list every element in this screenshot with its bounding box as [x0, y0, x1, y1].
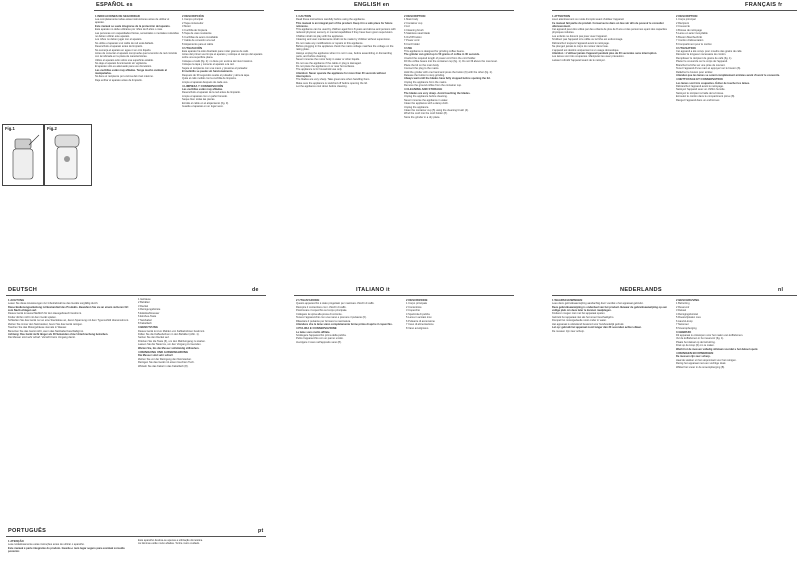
- nl-text: Vul de koffiebonen in het reservoir (fig. 1).: [676, 337, 725, 341]
- es-text: Desenchufe el aparato antes de limpiarlo.: [95, 45, 143, 49]
- nl-section-title: 4 REINIGEN EN OPBERGEN: [676, 350, 714, 355]
- es-text: Después de 30 segundos suelte el pulsador y abra la tapa.: [182, 73, 250, 77]
- fr-desc-item: 1 Corps principal: [676, 18, 696, 22]
- en-text: Unplug the appliance.: [404, 105, 430, 109]
- de-desc-item: 4 Reinigungsbürste: [138, 308, 161, 312]
- de-text: Dieses Gerät ist zum Mahlen von Kaffeebohnen bestimmt.: [138, 329, 205, 333]
- de-text: Setzen Sie den Deckel auf.: [138, 336, 170, 340]
- header-en: [354, 2, 389, 8]
- figure-2: [44, 124, 92, 186]
- header-nl-code: [778, 287, 783, 293]
- it-text: Posizionare il coperchio sul corpo principale.: [296, 309, 348, 313]
- fr-text: Enroulez le cordon dans le compartiment prévu (8).: [676, 95, 735, 99]
- it-text: Tenere l'apparecchio con una mano e premere il pulsante (6).: [296, 316, 367, 320]
- nl-desc-item: 6 Aan/uit-knop: [676, 319, 693, 323]
- it-section-title: 2 DESCRIZIONE: [406, 298, 428, 302]
- nl-text: Let op: gebruik het apparaat nooit langer dan 30 seconden achter elkaar.: [552, 326, 642, 330]
- nl-text: Lees deze gebruiksaanwijzing aandachtig door voordat u het apparaat gebruikt.: [552, 302, 644, 306]
- de-text: Diese Bedienungsanleitung ist Bestandteil des Produkts. Bewahren Sie sie an einem sicheren Ort zum Nachschlagen auf.: [8, 305, 129, 312]
- it-text: Questo apparecchio è stato progettato per macinare chicchi di caffè.: [296, 302, 375, 306]
- pt-text: Este manual é parte integrante do produto. Guarde-o num lugar seguro para eventual consulta posterior.: [8, 546, 125, 553]
- en-section-title: 2 DESCRIPTION: [404, 14, 426, 18]
- es-text: Coloque la tapa y conecte el aparato a la red.: [182, 63, 235, 67]
- fr-text: Ce manuel fait partie du produit. Conservez-le dans un lieu sûr afin de pouvoir le consulter ultérieurement.: [552, 21, 664, 28]
- de-text: Benutzen Sie das Gerät nicht, wenn das Netzkabel beschädigt ist.: [8, 329, 84, 333]
- grinder-illustration-2: [45, 125, 91, 185]
- fr-desc-item: 4 Brosse de nettoyage: [676, 28, 702, 32]
- es-text: Las personas con capacidades físicas, sensoriales o mentales reducidas no deben utilizar este aparato.: [95, 31, 179, 38]
- nl-section-title: 3 GEBRUIK: [676, 329, 692, 334]
- en-text: Clean the container cup (5) using the cleaning brush (4).: [404, 109, 469, 113]
- figure-1: [2, 124, 44, 186]
- es-text: Deje enfriar el aparato antes de limpiarlo.: [95, 78, 143, 82]
- fr-text: N'utilisez pas l'appareil si le câble ou la fiche est endommagé.: [552, 38, 624, 42]
- en-text: Unplug the appliance from the mains.: [404, 80, 447, 84]
- es-desc-item: 4 Cuchilla de limpieza: [182, 28, 208, 32]
- en-column-1: [296, 14, 398, 284]
- de-text: Die Messer sind sehr scharf. Vorsicht beim Umgang damit.: [8, 336, 76, 340]
- en-text: Unwind the required length of power cord from the cord holder.: [404, 56, 476, 60]
- es-text: Limpie el aparato después de cada uso.: [182, 80, 228, 84]
- es-column-2: [182, 14, 266, 284]
- nl-text: Gebruik het apparaat niet als het snoer beschadigd is.: [552, 315, 615, 319]
- grinder-illustration-1: [3, 125, 43, 185]
- es-text: Las cuchillas están muy afiladas. Tenga mucho cuidado al manipularlas.: [95, 68, 167, 75]
- en-desc-item: 6 On/Off button: [404, 35, 422, 39]
- fr-text: Remplissez le récipient de grains de café (fig. 1).: [676, 56, 733, 60]
- fr-desc-item: 3 Couvercle: [676, 25, 690, 29]
- fr-column-1: [552, 14, 670, 284]
- es-section-title: 1 INDICACIONES DE SEGURIDAD: [95, 14, 140, 18]
- fr-section-title: 2 DESCRIPTION: [676, 14, 698, 18]
- es-section-title: 3 UTILIZACIÓN: [182, 45, 203, 50]
- header-nl: [620, 287, 662, 293]
- fr-text: Déroulez la longueur nécessaire de cordon.: [676, 53, 727, 57]
- header-de-code-label: de: [252, 287, 259, 293]
- it-desc-item: 3 Coperchio: [406, 309, 420, 313]
- pt-text: Leia cuidadosamente estas instruções antes de utilizar o aparelho.: [8, 543, 85, 547]
- pt-column-1: [8, 539, 132, 563]
- en-text: Always wait until the blades have fully stopped before opening the lid.: [404, 77, 491, 81]
- en-text: The blades are very sharp. Avoid touching the blades.: [404, 91, 471, 95]
- de-text: Wickeln Sie das Kabel in das Kabelfach (8).: [138, 364, 189, 368]
- de-desc-item: 2 Behälter: [138, 301, 150, 305]
- fr-text: Débranchez l'appareil avant le nettoyage.: [676, 84, 724, 88]
- nl-desc-item: 8 Snoeropberging: [676, 326, 697, 330]
- fr-text: Placez le couvercle sur le corps de l'appareil.: [676, 60, 728, 64]
- en-text: The appliance is for household use only.: [296, 68, 343, 72]
- fr-text: Attendez que les lames se soient complètement arrêtées avant d'ouvrir le couvercle.: [676, 74, 780, 78]
- de-desc-item: 1 Gehäuse: [138, 298, 151, 301]
- es-text: Los niños no deben jugar con el aparato.: [95, 38, 143, 42]
- header-pt-code: [258, 528, 264, 534]
- it-desc-item: 5 Lama in acciaio inox: [406, 316, 432, 320]
- fr-text: Cet appareil peut être utilisé par des enfants de plus de 8 ans et des personnes ayant des capacités physiques réduites.: [552, 28, 667, 35]
- divider: [94, 10, 264, 11]
- en-text: Never immerse the appliance in water.: [404, 98, 449, 102]
- es-desc-item: 1 Campo principal: [182, 18, 203, 22]
- en-text: The blades are very sharp. Take great care when handling them.: [296, 78, 371, 82]
- de-text: Dieses Gerät ist ausschließlich für den Hausgebrauch bestimmt.: [8, 312, 82, 316]
- nl-column-2: [676, 298, 798, 528]
- fr-section-title: 4 NETTOYAGE ET CONSERVATION: [676, 77, 723, 82]
- en-column-2: [404, 14, 514, 284]
- en-text: Hold the grinder with one hand and press the button (6) with the other (fig. 2).: [404, 70, 493, 74]
- en-text: Always unplug the appliance when it is not in use, before assembling or dismantling parts, and before cleaning.: [296, 51, 392, 58]
- en-text: Never immerse the motor body in water or other liquids.: [296, 58, 360, 62]
- it-section-title: 2 UTILIZZAZIONE: [296, 298, 320, 302]
- en-text: Attention: Never operate the appliance for more than 30 seconds without interruption.: [296, 71, 386, 78]
- es-text: Guarde el aparato en un lugar seco.: [182, 105, 224, 109]
- fr-text: Cet appareil a été conçu pour moudre des grains de café.: [676, 49, 743, 53]
- header-de-label: DEUTSCH: [8, 287, 38, 293]
- divider: [6, 536, 266, 537]
- en-section-title: 3 USE: [404, 45, 413, 50]
- de-section-title: 1 ACHTUNG: [8, 298, 25, 302]
- figure-1-caption: Fig.1: [5, 126, 15, 131]
- en-text: Read these instructions carefully before using the appliance.: [296, 18, 366, 22]
- es-desc-item: 2 Tapa contenedor: [182, 21, 204, 25]
- fr-text: Tenez l'appareil d'une main et appuyez sur le bouton (6).: [676, 67, 742, 71]
- nl-text: Kinderen mogen niet met het apparaat spelen.: [552, 312, 606, 316]
- nl-section-title: 1 WAARSCHUWINGEN: [552, 298, 583, 302]
- fr-text: Les lames sont très coupantes. Évitez de toucher les lames.: [676, 81, 750, 85]
- es-text: Las cuchillas están muy afiladas.: [182, 88, 223, 92]
- de-text: Kinder dürfen nicht mit dem Gerät spielen.: [8, 315, 57, 319]
- en-section-title: 1 CAUTION: [296, 14, 312, 18]
- en-text: Unplug the appliance before cleaning.: [404, 95, 448, 99]
- en-desc-item: 4 Cleaning brush: [404, 28, 424, 32]
- en-desc-item: 5 Stainless steel blade: [404, 32, 430, 36]
- header-pt: [8, 528, 46, 534]
- header-es-label: ESPAÑOL: [96, 2, 125, 8]
- it-desc-item: 1 Corpo principale: [406, 302, 428, 306]
- it-text: Rilasciare il pulsante per fermare la macinatura.: [296, 319, 351, 323]
- header-it-label: ITALIANO: [356, 287, 385, 293]
- header-de-code: [252, 287, 259, 293]
- es-text: Quite el café molido con la cuchilla de limpieza.: [182, 77, 237, 81]
- en-desc-item: 2 Container cup: [404, 21, 423, 25]
- divider: [6, 295, 266, 296]
- en-text: Before plugging in the appliance check the mains voltage matches the voltage on the rating plate.: [296, 45, 394, 52]
- nl-text: De messen zijn zeer scherp.: [552, 329, 585, 333]
- divider: [294, 10, 514, 11]
- es-text: No llene el recipiente por encima del nivel máximo.: [95, 75, 154, 79]
- de-text: Füllen Sie die Kaffeebohnen in den Behälter (Abb. 1).: [138, 332, 200, 336]
- de-column-1: [8, 298, 132, 528]
- header-es-code: es: [126, 2, 133, 8]
- en-text: This appliance can be used by children aged from 8 years and above and persons with reduced physical, sensory or mental capabilities if they have been given supervision.: [296, 28, 396, 35]
- nl-section-title: 2 BESCHRIJVING: [676, 298, 700, 302]
- en-text: Do not make any modifications or repairs to this appliance.: [296, 41, 364, 45]
- nl-text: Plaats het deksel op de behuizing.: [676, 340, 716, 344]
- es-text: El molinillo se puede sin funcionamiento.: [182, 70, 234, 74]
- de-column-2: [138, 298, 266, 528]
- fr-text: L'appareil est destiné uniquement à un usage domestique.: [552, 48, 620, 52]
- nl-text: De messen zijn zeer scherp.: [676, 355, 711, 359]
- nl-text: Dit apparaat is ontworpen voor het malen van koffiebonen.: [676, 333, 744, 337]
- de-text: Warten Sie, bis die Messer vollständig stillstehen.: [138, 346, 200, 350]
- es-text: No utilice el aparato si el cable de red está dañado.: [95, 41, 154, 45]
- en-text: Cleaning and user maintenance shall not be made by children without supervision.: [296, 38, 391, 42]
- en-text: Make sure the appliance is switched off before opening the lid.: [296, 81, 368, 85]
- es-desc-item: 7 Cable de conexión a la red: [182, 39, 216, 43]
- de-text: Ziehen Sie vor der Reinigung den Netzstecker.: [138, 357, 192, 361]
- header-it-code: it: [386, 287, 390, 293]
- es-text: El aparato sólo es adecuado para uso doméstico.: [95, 65, 152, 69]
- en-desc-item: 7 Power cord: [404, 39, 420, 43]
- it-desc-item: 4 Spazzola di pulizia: [406, 312, 430, 316]
- de-text: Achtung: Das Gerät nicht länger als 30 Sekunden ohne Unterbrechung betreiben.: [8, 332, 109, 336]
- fr-text: Débranchez toujours l'appareil avant le nettoyage.: [552, 41, 610, 45]
- fr-text: Relâchez le bouton pour arrêter.: [676, 70, 714, 74]
- en-text: This manual is an integral part of the product. Keep it in a safe place for future reference.: [296, 21, 393, 28]
- es-text: Este manual se suele integrarse de la protección del aparato.: [95, 24, 171, 28]
- es-text: Enrolle el cable en el alojamiento (fig. 3).: [182, 101, 229, 105]
- it-text: Pulire l'apparecchio con un panno umido.: [296, 337, 344, 341]
- fr-text: Nettoyez l'appareil avec un chiffon humide.: [676, 88, 726, 92]
- fr-text: Laissez refroidir l'appareil avant de le nettoyer.: [552, 58, 606, 62]
- nl-desc-item: 7 Netsnoer: [676, 323, 689, 327]
- de-text: Lassen Sie die Taste los, um den Vorgang zu beenden.: [138, 343, 202, 347]
- pt-column-2: [138, 539, 266, 563]
- de-text: Tauchen Sie das Motorgehäuse niemals in Wasser.: [8, 326, 67, 330]
- fr-desc-item: 2 Récipient: [676, 21, 689, 25]
- en-section-title: 4 CLEANING AND STORAGE: [404, 87, 443, 92]
- pt-section-title: 1 ATENÇÃO: [8, 539, 24, 543]
- pt-text: As lâminas estão muito afiadas. Tenha muito cuidado.: [138, 542, 200, 546]
- en-text: Connect the plug to the mains.: [404, 67, 440, 71]
- de-text: Ziehen Sie immer den Netzstecker, bevor Sie das Gerät reinigen.: [8, 322, 83, 326]
- header-pt-label: PORTUGUÊS: [8, 528, 47, 534]
- nl-desc-item: 1 Behuizing: [676, 302, 690, 306]
- nl-text: Reinig het apparaat met een vochtige doek.: [676, 362, 727, 366]
- header-en-label: ENGLISH: [354, 2, 381, 8]
- divider: [294, 295, 514, 296]
- nl-text: Haal de stekker uit het stopcontact voor het reinigen.: [676, 358, 737, 362]
- es-text: Coloque el café (fig. 2): no llene por encima del nivel máximo.: [182, 59, 253, 63]
- en-text: Fill the coffee beans into the container cup (fig. 1). Do not fill above the max level.: [404, 60, 498, 64]
- fr-text: Lisez attentivement ce mode d'emploi avant d'utiliser l'appareil.: [552, 18, 625, 22]
- en-desc-item: 3 Lid: [404, 25, 410, 29]
- it-text: Le lame sono molto affilate.: [296, 330, 331, 334]
- en-text: Clean the appliance with a damp cloth.: [404, 102, 449, 106]
- en-text: Release the button to stop grinding.: [404, 74, 445, 78]
- fr-desc-item: 6 Bouton Marche/Arrêt: [676, 35, 703, 39]
- en-text: This appliance is designed for grinding coffee beans.: [404, 49, 465, 53]
- en-text: Children shall not play with the appliance.: [296, 34, 344, 38]
- de-text: Die Messer sind sehr scharf.: [138, 354, 174, 358]
- fr-text: Nettoyez le récipient à l'aide de la brosse.: [676, 91, 724, 95]
- fr-text: Rangez l'appareil dans un endroit sec.: [676, 98, 721, 102]
- de-desc-item: 6 Ein/Aus-Taste: [138, 315, 157, 319]
- es-text: Desenchufe el aparato de la red antes de limpiarlo.: [182, 91, 241, 95]
- es-text: Seque bien todas las piezas.: [182, 98, 216, 102]
- it-desc-item: 6 Pulsante di accensione: [406, 319, 435, 323]
- en-text: Remove the ground coffee from the container cup.: [404, 84, 462, 88]
- divider: [552, 295, 797, 296]
- en-text: Let the appliance cool down before cleaning.: [296, 85, 348, 89]
- header-de: [8, 287, 37, 293]
- header-fr-label: FRANÇAIS: [745, 2, 777, 8]
- es-text: No deje el aparato funcionando sin vigilancia.: [95, 61, 148, 65]
- it-column-2: [406, 298, 514, 528]
- it-text: Attendere che le lame siano completamente ferme prima di aprire il coperchio.: [296, 323, 393, 327]
- es-text: Este aparato ha sido diseñado para moler granos de café.: [182, 49, 249, 53]
- en-text: The grinder can grind up to 50 grams of coffee in 30 seconds.: [404, 53, 480, 57]
- de-text: Schließen Sie das Gerät nur an eine Steckdose an, deren Spannung mit dem Typenschild übereinstimmt.: [8, 319, 129, 323]
- en-text: Wind the cord into the cord holder (8).: [404, 112, 448, 116]
- es-text: Este aparato no debe utilizarse por niños de 8 años o más.: [95, 28, 163, 32]
- fr-text: Ne plongez jamais le corps du moteur dans l'eau.: [552, 45, 609, 49]
- it-desc-item: 8 Vano avvolgicavo: [406, 326, 429, 330]
- fr-desc-item: 5 Lame en acier inoxydable: [676, 32, 708, 36]
- fr-text: Les lames sont très coupantes. Manipulez-les avec précaution.: [552, 55, 625, 59]
- it-desc-item: 2 Contenitore: [406, 305, 422, 309]
- fr-text: Attention : n'utilisez jamais l'appareil pendant plus de 30 secondes sans interruption.: [552, 52, 658, 56]
- de-desc-item: 7 Netzkabel: [138, 318, 152, 322]
- fr-column-2: [676, 14, 798, 284]
- en-text: Store the grinder in a dry place.: [404, 115, 441, 119]
- es-desc-item: 6 Cuchillas de acero inoxidable: [182, 35, 218, 39]
- de-section-title: 3 BENUTZUNG: [138, 325, 158, 330]
- en-desc-item: 8 Cord holder: [404, 42, 420, 46]
- es-text: Utilice el aparato sólo sobre una superficie estable.: [95, 58, 154, 62]
- fr-text: Branchez la fiche sur une prise de courant.: [676, 63, 726, 67]
- es-desc-item: 8 Alojamiento para el cable: [182, 42, 214, 46]
- nl-text: Het apparaat is uitsluitend bestemd voor huishoudelijk gebruik.: [552, 322, 625, 326]
- fr-section-title: 1 ATTENTION: [552, 14, 571, 18]
- de-desc-item: 8 Kabelfach: [138, 322, 152, 326]
- es-desc-item: 5 Tapa de vaso resistente: [182, 32, 212, 36]
- header-nl-label: NEDERLANDS: [620, 287, 662, 293]
- de-text: Reinigen Sie das Gerät mit einem feuchten Tuch.: [138, 361, 195, 365]
- header-nl-code-label: nl: [778, 287, 784, 293]
- header-fr: [745, 2, 782, 8]
- divider: [552, 10, 797, 11]
- header-pt-code-label: pt: [258, 528, 264, 534]
- nl-desc-item: 3 Deksel: [676, 309, 687, 313]
- nl-desc-item: 5 Roestvrijstalen mes: [676, 316, 701, 320]
- nl-column-1: [552, 298, 670, 528]
- de-desc-item: 5 Edelstahlmesser: [138, 311, 160, 315]
- de-text: Lesen Sie diese Anweisungen zur Inbetriebnahme des Geräts sorgfältig durch.: [8, 302, 99, 306]
- fr-desc-item: 8 Compartiment pour le cordon: [676, 42, 712, 46]
- fr-section-title: 3 UTILISATION: [676, 45, 696, 50]
- header-fr-code: fr: [778, 2, 783, 8]
- es-text: Lea completamente todas estas instrucciones antes de utilizar el aparato.: [95, 18, 170, 25]
- es-desc-item: 3 Motor: [182, 25, 191, 29]
- nl-text: Wikkel het snoer in de snoeropberging (8).: [676, 365, 725, 369]
- fr-desc-item: 7 Cordon d'alimentation: [676, 39, 704, 43]
- header-it: [356, 287, 390, 293]
- it-text: Scollegare l'apparecchio prima della pulizia.: [296, 333, 347, 337]
- en-desc-item: 1 Main body: [404, 18, 419, 22]
- it-text: Collegare la spina alla presa di corrente.: [296, 312, 343, 316]
- es-column-1: [95, 14, 179, 284]
- es-text: Antes de conectar el aparato compruebe que la tensión de red coincide con la indicada en la placa de características.: [95, 52, 178, 59]
- it-text: Avvolgere il cavo nell'apposito vano (8).: [296, 340, 342, 344]
- de-desc-item: 3 Deckel: [138, 304, 149, 308]
- de-text: Drücken Sie die Taste (6), um den Mahlvorgang zu starten.: [138, 339, 206, 343]
- es-text: No sumerja el aparato en agua ni en otro líquido.: [95, 48, 152, 52]
- it-section-title: 4 PULIZIA E CONSERVAZIONE: [296, 326, 337, 331]
- es-text: Sujete el recipiente con una mano y presione el pulsador.: [182, 66, 248, 70]
- nl-desc-item: 2 Reservoir: [676, 305, 690, 309]
- it-text: Riempire il contenitore con i chicchi di caffè.: [296, 305, 347, 309]
- nl-desc-item: 4 Reinigingsborstel: [676, 312, 699, 316]
- es-text: Limpie el aparato con un paño húmedo.: [182, 94, 228, 98]
- en-text: Place the lid on the main body.: [404, 63, 440, 67]
- es-section-title: 4 LIMPIEZA Y CONSERVACIÓN: [182, 83, 224, 88]
- de-section-title: 4 REINIGUNG UND AUFBEWAHRUNG: [138, 349, 189, 354]
- en-text: Do not place the appliance on or near hot surfaces.: [296, 65, 355, 68]
- nl-text: Wacht tot de messen volledig stilstaan voordat u het deksel opent.: [676, 347, 759, 351]
- es-text: Antes del primer uso limpie el aparato y coloque el campo del aparato sobre una superficie plana.: [182, 53, 263, 60]
- en-text: Do not use the appliance if the cable or plug is damaged.: [296, 61, 362, 65]
- nl-text: Deze gebruiksaanwijzing is onderdeel van het product. Bewaar de gebruiksaanwijzing op een veilige plek om deze later te kunnen raadplegen.: [552, 305, 668, 312]
- it-desc-item: 7 Cavo di alimentazione: [406, 323, 434, 327]
- header-es: [96, 2, 133, 8]
- figure-2-caption: Fig.2: [47, 126, 57, 131]
- es-section-title: 2 DESCRIPCIÓN: [182, 14, 204, 18]
- header-en-code: en: [382, 2, 390, 8]
- it-column-1: [296, 298, 400, 528]
- nl-text: Dompel het motorgedeelte nooit onder in water.: [552, 319, 607, 323]
- nl-text: Druk op de knop (6) om te malen.: [676, 344, 715, 348]
- fr-text: Les enfants ne doivent pas jouer avec l'appareil.: [552, 34, 608, 38]
- pt-text: Este aparelho destina-se apenas a utilização doméstica.: [138, 539, 203, 542]
